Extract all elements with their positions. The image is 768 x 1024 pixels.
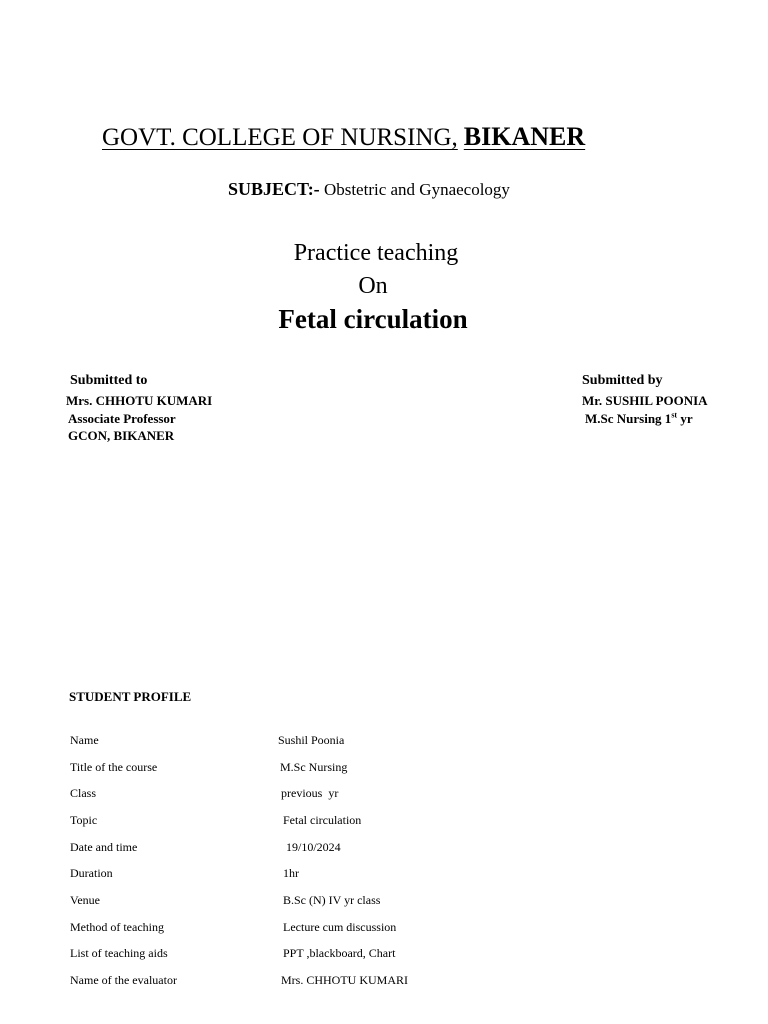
- profile-row-label: Topic: [70, 813, 98, 827]
- submitted-to-heading: Submitted to: [70, 373, 148, 388]
- profile-row: [70, 919, 397, 935]
- profile-row: [70, 865, 299, 881]
- profile-row: [70, 812, 362, 828]
- submitted-to-designation: Associate Professor: [68, 411, 176, 426]
- subject-label: SUBJECT:-: [228, 179, 320, 199]
- profile-row-label: Title of the course: [70, 760, 158, 774]
- profile-row: [70, 972, 409, 988]
- profile-row-label: Duration: [70, 866, 113, 880]
- college-city: BIKANER: [463, 122, 586, 151]
- college-title: [102, 121, 585, 154]
- practice-teaching-heading: Practice teaching: [293, 240, 459, 266]
- profile-row-label: Venue: [70, 893, 100, 907]
- profile-row: [70, 759, 348, 775]
- profile-row-value: Lecture cum discussion: [283, 920, 397, 934]
- course-prefix: M.Sc Nursing 1: [585, 411, 672, 426]
- profile-row-value: 19/10/2024: [286, 840, 341, 854]
- profile-row-value: Mrs. CHHOTU KUMARI: [281, 973, 409, 987]
- profile-row-label: Method of teaching: [70, 920, 164, 934]
- submitted-to-institution: GCON, BIKANER: [68, 428, 175, 443]
- course-superscript: st: [671, 410, 678, 420]
- submitted-to-name: Mrs. CHHOTU KUMARI: [66, 393, 213, 408]
- subject-line: [228, 178, 510, 201]
- profile-row: [70, 892, 381, 908]
- profile-row-value: M.Sc Nursing: [280, 760, 348, 774]
- submitted-by-name: Mr. SUSHIL POONIA: [582, 393, 708, 408]
- profile-row-value: B.Sc (N) IV yr class: [283, 893, 381, 907]
- profile-row-value: PPT ,blackboard, Chart: [283, 946, 396, 960]
- college-name: GOVT. COLLEGE OF NURSING,: [102, 124, 458, 151]
- profile-row-label: List of teaching aids: [70, 946, 168, 960]
- profile-row-label: Class: [70, 786, 97, 800]
- profile-row-label: Name of the evaluator: [70, 973, 177, 987]
- profile-row-label: Date and time: [70, 840, 138, 854]
- course-suffix: yr: [677, 411, 693, 426]
- profile-row-label: Name: [70, 733, 99, 747]
- topic-heading: Fetal circulation: [278, 304, 468, 334]
- submitted-by-course: [585, 410, 693, 428]
- profile-row-value: 1hr: [283, 866, 299, 880]
- submitted-by-heading: Submitted by: [582, 373, 663, 388]
- profile-row: [70, 945, 396, 961]
- profile-row-value: Fetal circulation: [283, 813, 362, 827]
- student-profile-title: STUDENT PROFILE: [69, 689, 192, 704]
- subject-value: Obstetric and Gynaecology: [319, 180, 510, 199]
- profile-row-value: Sushil Poonia: [278, 733, 345, 747]
- profile-row: [70, 839, 341, 855]
- profile-row: [70, 732, 345, 748]
- profile-row-value: previous yr: [281, 786, 339, 800]
- on-heading: On: [358, 273, 388, 299]
- profile-row: [70, 785, 339, 801]
